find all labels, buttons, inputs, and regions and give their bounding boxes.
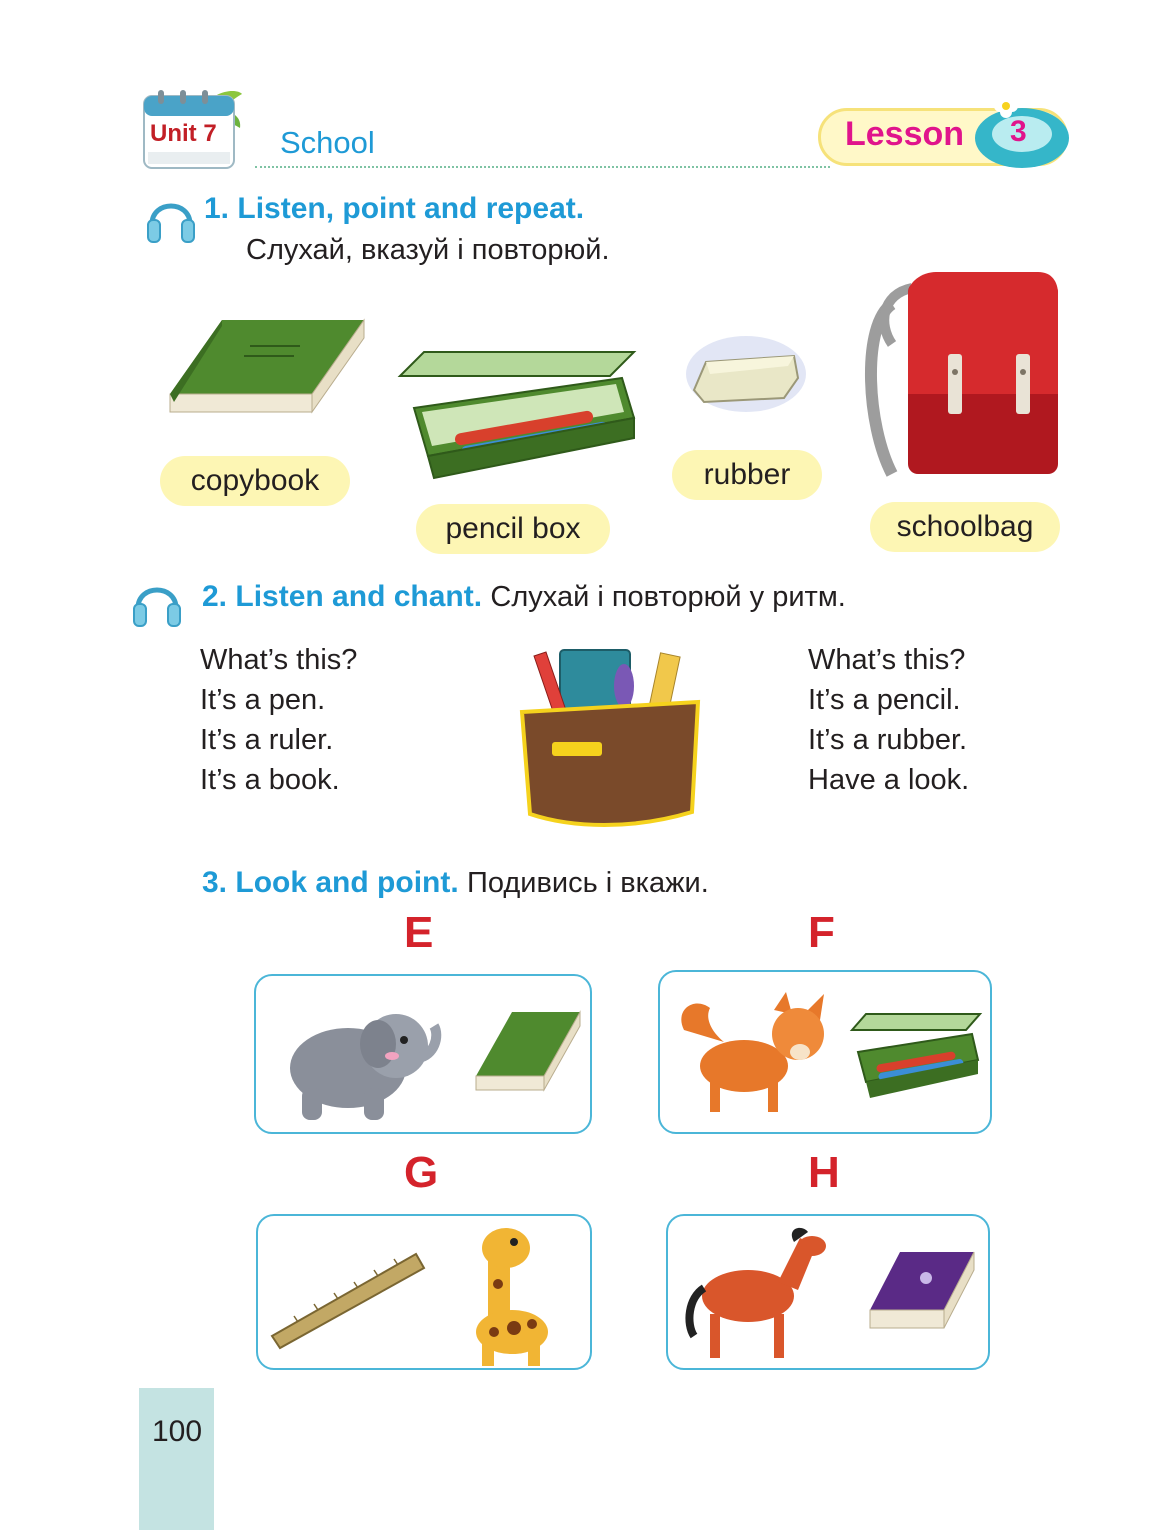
schoolbag-image xyxy=(852,264,1076,484)
giraffe-image xyxy=(454,1220,574,1368)
word-label-copybook: copybook xyxy=(160,456,350,506)
letter-g: G xyxy=(404,1148,439,1197)
copybook-image xyxy=(160,312,370,422)
exercise-2-number: 2. xyxy=(202,580,228,613)
chant-right-column xyxy=(808,640,969,800)
exercise-1-number: 1. xyxy=(204,192,230,225)
card-h[interactable] xyxy=(666,1214,990,1370)
headphones-icon[interactable] xyxy=(146,190,196,246)
chant-line: Have a look. xyxy=(808,764,970,796)
exercise-1-title: Listen, point and repeat. xyxy=(237,192,585,225)
pencil-box-image xyxy=(394,338,640,488)
elephant-image xyxy=(278,996,448,1126)
page-number: 100 xyxy=(152,1415,203,1448)
rubber-image xyxy=(684,332,808,414)
exercise-3-number: 3. xyxy=(202,866,228,899)
lesson-label: Lesson xyxy=(845,115,965,153)
card-e[interactable] xyxy=(254,974,592,1134)
pencil-box-image xyxy=(848,1006,984,1106)
letter-e: E xyxy=(404,908,434,957)
fox-image xyxy=(674,990,834,1120)
chant-line: It’s a pen. xyxy=(200,684,326,716)
school-bag-with-supplies-image xyxy=(512,642,708,832)
exercise-3-heading xyxy=(202,866,709,900)
exercise-2-title: Listen and chant. xyxy=(235,580,483,613)
letter-h: H xyxy=(808,1148,840,1197)
word-label-rubber: rubber xyxy=(672,450,822,500)
header-divider xyxy=(255,166,830,168)
page-number-tab xyxy=(139,1388,214,1530)
card-f[interactable] xyxy=(658,970,992,1134)
exercise-3-title: Look and point. xyxy=(235,866,459,899)
chant-line: It’s a pencil. xyxy=(808,684,961,716)
headphones-icon[interactable] xyxy=(132,574,182,630)
chant-line: What’s this? xyxy=(808,644,966,676)
unit-label: Unit 7 xyxy=(150,120,217,147)
chant-line: What’s this? xyxy=(200,644,358,676)
unit-title: School xyxy=(280,125,375,160)
exercise-3-subtitle: Подивись і вкажи. xyxy=(467,867,709,899)
word-label-schoolbag: schoolbag xyxy=(870,502,1060,552)
letter-f: F xyxy=(808,908,835,957)
card-g[interactable] xyxy=(256,1214,592,1370)
exercise-2-subtitle: Слухай і повторюй у ритм. xyxy=(490,581,846,613)
copybook-image xyxy=(472,1006,584,1102)
book-image xyxy=(864,1246,980,1346)
chant-line: It’s a book. xyxy=(200,764,340,796)
chant-left-column xyxy=(200,640,357,800)
chant-line: It’s a ruler. xyxy=(200,724,334,756)
chant-line: It’s a rubber. xyxy=(808,724,968,756)
horse-image xyxy=(682,1224,832,1362)
exercise-1-heading xyxy=(204,192,584,226)
exercise-1-subtitle: Слухай, вказуй і повторюй. xyxy=(246,234,610,266)
lesson-number: 3 xyxy=(1010,115,1027,148)
ruler-image xyxy=(268,1250,428,1350)
word-label-pencil-box: pencil box xyxy=(416,504,610,554)
exercise-2-heading xyxy=(202,580,846,614)
